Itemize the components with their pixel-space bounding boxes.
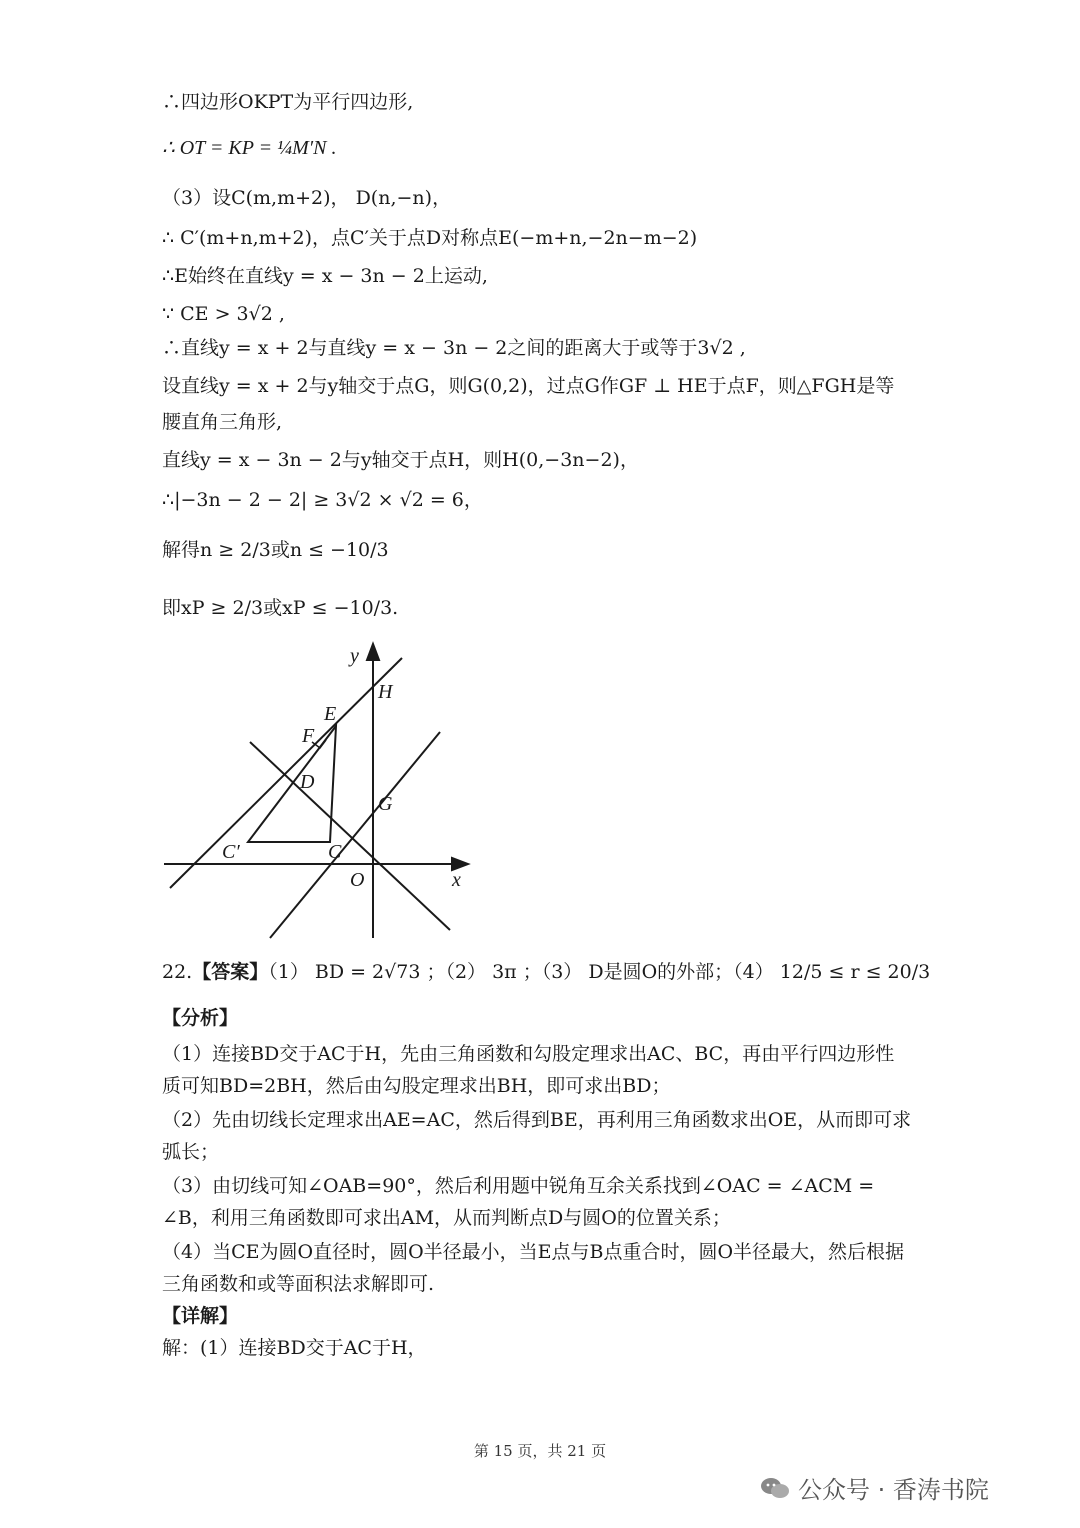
line-2: ∴ OT = KP = ¼M′N .: [162, 137, 337, 159]
line-12: 解得n ≥ 2/3或n ≤ −10/3: [162, 539, 389, 561]
q22-analysis-2: （2）先由切线长定理求出AE=AC，然后得到BE，再利用三角函数求出OE，从而即可求弧长；: [162, 1109, 912, 1163]
q22-analysis-1: （1）连接BD交于AC于H，先由三角函数和勾股定理求出AC、BC，再由平行四边形性质可知BD=2BH，然后由勾股定理求出BH，即可求出BD；: [162, 1043, 895, 1097]
line-11: ∴|−3n − 2 − 2| ≥ 3√2 × √2 = 6，: [162, 489, 483, 511]
label-G: G: [378, 793, 393, 815]
line-GF: [250, 742, 450, 930]
label-H: H: [378, 681, 393, 703]
line-10: 直线y = x − 3n − 2与y轴交于点H，则H(0,−3n−2)，: [162, 449, 639, 471]
label-O: O: [350, 869, 365, 891]
line-5: ∴E始终在直线y = x − 3n − 2上运动,: [162, 265, 488, 287]
q22-answer-tag: 【答案】: [192, 961, 269, 983]
line-7: ∴直线y = x + 2与直线y = x − 3n − 2之间的距离大于或等于3√2 ,: [162, 337, 746, 359]
line-1: ∴四边形OKPT为平行四边形,: [162, 91, 414, 113]
line-13: 即xP ≥ 2/3或xP ≤ −10/3.: [162, 597, 399, 619]
line-9: 腰直角三角形,: [162, 411, 283, 433]
watermark-text: 公众号 · 香涛书院: [798, 1476, 989, 1504]
label-F: F: [302, 725, 315, 747]
label-D: D: [300, 771, 315, 793]
coordinate-figure: [160, 640, 480, 940]
q22-analysis-tag: 【分析】: [162, 1007, 239, 1029]
label-C: C: [328, 841, 342, 863]
q22-detail-first: 解：(1）连接BD交于AC于H，: [162, 1337, 427, 1359]
label-y: y: [350, 645, 359, 667]
q22-answer-text: （1） BD = 2√73 ；（2） 3π ；（3） D是圆O的外部；（4） 12/5 ≤ r ≤ 20/3: [268, 961, 931, 983]
q22-detail-tag: 【详解】: [162, 1305, 239, 1327]
label-E: E: [324, 703, 337, 725]
q22-analysis-4: （4）当CE为圆O直径时，圆O半径最小，当E点与B点重合时，圆O半径最大，然后根据三角函数和或等面积法求解即可.: [162, 1241, 905, 1295]
label-Cprime: C′: [222, 841, 240, 863]
y-axis-arrow: [367, 644, 379, 660]
line-8: 设直线y = x + 2与y轴交于点G，则G(0,2)，过点G作GF ⊥ HE于点F，则△FGH是等: [162, 375, 895, 397]
q22-analysis-3: （3）由切线可知∠OAB=90°，然后利用题中锐角互余关系找到∠OAC = ∠ACM = ∠B，利用三角函数即可求出AM，从而判断点D与圆O的位置关系；: [162, 1175, 875, 1229]
watermark: [760, 1470, 989, 1505]
wechat-icon: [760, 1476, 790, 1500]
q22-number: 22.: [162, 961, 193, 983]
line-6: ∵ CE > 3√2 ,: [162, 303, 285, 325]
label-x: x: [452, 869, 461, 891]
line-4: ∴ C′(m+n,m+2)，点C′关于点D对称点E(−m+n,−2n−m−2): [162, 227, 698, 249]
q22-answer: [162, 958, 930, 986]
line-3: （3）设C(m,m+2)， D(n,−n)，: [162, 187, 452, 209]
page-footer: 第 15 页，共 21 页: [473, 1442, 607, 1460]
